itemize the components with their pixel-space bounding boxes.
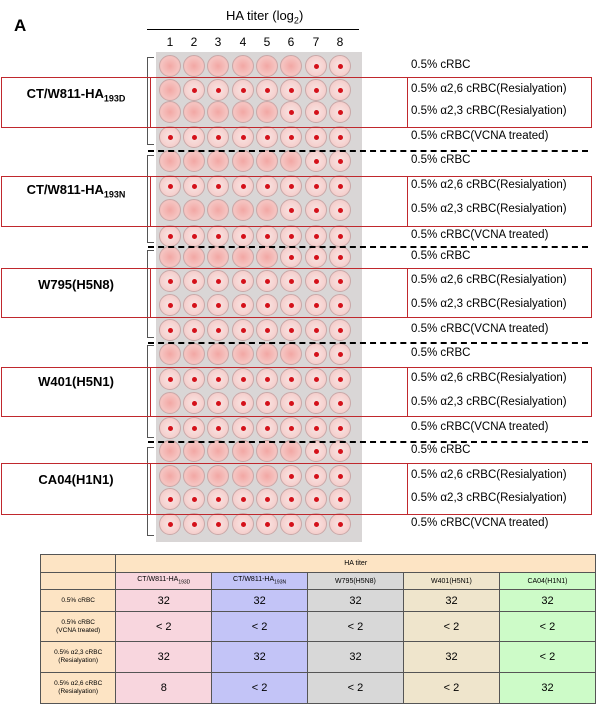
rbc-pellet: [265, 522, 270, 527]
group-separator: [148, 441, 588, 443]
row-label: 0.5% α2,3 cRBC(Resialyation): [411, 492, 567, 504]
virus-name: $CT/W811-HA_{193D}$: [26, 86, 126, 104]
row-label: 0.5% cRBC(VCNA treated): [411, 130, 549, 142]
table-cell: < 2: [212, 673, 308, 704]
well: [280, 225, 302, 247]
rbc-pellet: [338, 449, 343, 454]
rbc-pellet: [338, 159, 343, 164]
well: [280, 319, 302, 341]
rbc-pellet: [216, 135, 221, 140]
table-cell: 32: [307, 590, 403, 612]
row-label: 0.5% α2,6 cRBC(Resialyation): [411, 179, 567, 191]
well: [256, 126, 278, 148]
column-number: 6: [287, 35, 295, 49]
rbc-pellet: [314, 255, 319, 260]
well: [183, 150, 205, 172]
rbc-pellet: [241, 234, 246, 239]
well: [256, 319, 278, 341]
column-number: 7: [312, 35, 320, 49]
well: [329, 225, 351, 247]
well: [232, 225, 254, 247]
table-row-header: 0.5% cRBC: [41, 590, 116, 612]
column-number: 8: [336, 35, 344, 49]
well: [280, 150, 302, 172]
well: [305, 319, 327, 341]
well: [183, 440, 205, 462]
well: [329, 417, 351, 439]
well: [159, 55, 181, 77]
table-cell: < 2: [499, 642, 595, 673]
rbc-pellet: [289, 234, 294, 239]
well: [305, 440, 327, 462]
panel-letter: A: [14, 16, 27, 35]
well: [329, 55, 351, 77]
rbc-pellet: [241, 328, 246, 333]
group-box-divider: [150, 463, 408, 515]
well: [256, 55, 278, 77]
rbc-pellet: [338, 328, 343, 333]
well: [183, 126, 205, 148]
well: [256, 440, 278, 462]
well: [280, 343, 302, 365]
row-label: 0.5% cRBC: [411, 59, 471, 71]
well: [159, 150, 181, 172]
table-row-header: 0.5% α2,3 cRBC (Resialyation): [41, 642, 116, 673]
row-label: 0.5% α2,6 cRBC(Resialyation): [411, 83, 567, 95]
rbc-pellet: [314, 234, 319, 239]
row-label: 0.5% cRBC(VCNA treated): [411, 229, 549, 241]
well: [207, 513, 229, 535]
rbc-pellet: [265, 135, 270, 140]
rbc-pellet: [314, 328, 319, 333]
table-cell: 32: [116, 642, 212, 673]
rbc-pellet: [168, 135, 173, 140]
rbc-pellet: [216, 426, 221, 431]
row-label: 0.5% cRBC: [411, 250, 471, 262]
row-label: 0.5% α2,3 cRBC(Resialyation): [411, 105, 567, 117]
rbc-pellet: [338, 234, 343, 239]
well: [232, 150, 254, 172]
well: [159, 440, 181, 462]
well: [256, 417, 278, 439]
well: [256, 513, 278, 535]
rbc-pellet: [216, 328, 221, 333]
table-column-header: W401(H5N1): [403, 573, 499, 590]
table-group-header-row: [41, 555, 596, 573]
row-label: 0.5% α2,6 cRBC(Resialyation): [411, 469, 567, 481]
well: [183, 225, 205, 247]
virus-name: W401(H5N1): [38, 374, 114, 389]
well: [305, 513, 327, 535]
row-label: 0.5% cRBC(VCNA treated): [411, 421, 549, 433]
column-number: 2: [190, 35, 198, 49]
rbc-pellet: [241, 522, 246, 527]
table-cell: < 2: [307, 612, 403, 642]
well: [232, 319, 254, 341]
row-label: 0.5% cRBC: [411, 347, 471, 359]
rbc-pellet: [338, 522, 343, 527]
row-label: 0.5% α2,3 cRBC(Resialyation): [411, 298, 567, 310]
well: [159, 225, 181, 247]
rbc-pellet: [314, 352, 319, 357]
table-row: [41, 673, 596, 704]
well: [183, 246, 205, 268]
well: [183, 55, 205, 77]
table-cell: 32: [403, 590, 499, 612]
row-label: 0.5% cRBC: [411, 154, 471, 166]
table-column-header-row: [41, 573, 596, 590]
rbc-pellet: [265, 234, 270, 239]
rbc-pellet: [314, 159, 319, 164]
well: [329, 440, 351, 462]
table-column-header: $CT/W811-HA_{193D}$: [116, 573, 212, 590]
rbc-pellet: [192, 234, 197, 239]
table-corner-2: [41, 573, 116, 590]
group-separator: [148, 342, 588, 344]
titer-title: HA titer $(\log_2)$: [226, 8, 304, 26]
well: [159, 246, 181, 268]
well: [183, 343, 205, 365]
rbc-pellet: [338, 135, 343, 140]
rbc-pellet: [216, 522, 221, 527]
table-cell: 32: [212, 642, 308, 673]
table-cell: 32: [499, 590, 595, 612]
well: [232, 126, 254, 148]
well: [280, 126, 302, 148]
well: [232, 417, 254, 439]
rbc-pellet: [338, 255, 343, 260]
table-row: [41, 642, 596, 673]
well: [329, 319, 351, 341]
well: [207, 55, 229, 77]
group-box-divider: [150, 268, 408, 318]
well: [305, 55, 327, 77]
well: [207, 343, 229, 365]
well: [159, 126, 181, 148]
row-label: 0.5% α2,3 cRBC(Resialyation): [411, 396, 567, 408]
titer-summary-table: [40, 554, 596, 704]
well: [256, 343, 278, 365]
group-box-divider: [150, 77, 408, 128]
rbc-pellet: [192, 135, 197, 140]
rbc-pellet: [289, 522, 294, 527]
well: [159, 513, 181, 535]
row-label: 0.5% α2,6 cRBC(Resialyation): [411, 274, 567, 286]
table-corner: [41, 555, 116, 573]
rbc-pellet: [241, 135, 246, 140]
table-row-header: 0.5% α2,6 cRBC (Resialyation): [41, 673, 116, 704]
well: [256, 150, 278, 172]
row-label: 0.5% cRBC: [411, 444, 471, 456]
rbc-pellet: [338, 426, 343, 431]
well: [256, 225, 278, 247]
column-number: 5: [263, 35, 271, 49]
table-cell: 32: [212, 590, 308, 612]
well: [305, 343, 327, 365]
rbc-pellet: [265, 328, 270, 333]
well: [207, 417, 229, 439]
group-separator: [148, 150, 588, 152]
table-cell: 8: [116, 673, 212, 704]
table-cell: < 2: [116, 612, 212, 642]
rbc-pellet: [314, 426, 319, 431]
rbc-pellet: [289, 255, 294, 260]
table-cell: 32: [403, 642, 499, 673]
well: [305, 126, 327, 148]
well: [207, 319, 229, 341]
well: [256, 246, 278, 268]
rbc-pellet: [314, 64, 319, 69]
well: [232, 440, 254, 462]
rbc-pellet: [289, 426, 294, 431]
well: [280, 513, 302, 535]
well: [159, 417, 181, 439]
row-label: 0.5% α2,3 cRBC(Resialyation): [411, 203, 567, 215]
table-cell: < 2: [307, 673, 403, 704]
rbc-pellet: [168, 234, 173, 239]
rbc-pellet: [192, 328, 197, 333]
rbc-pellet: [338, 352, 343, 357]
well: [183, 417, 205, 439]
rbc-pellet: [314, 522, 319, 527]
well: [207, 225, 229, 247]
well: [183, 319, 205, 341]
table-cell: 32: [307, 642, 403, 673]
table-row-header: 0.5% cRBC (VCNA treated): [41, 612, 116, 642]
well: [329, 343, 351, 365]
well: [232, 55, 254, 77]
rbc-pellet: [241, 426, 246, 431]
table-row: [41, 612, 596, 642]
well: [280, 417, 302, 439]
well: [305, 246, 327, 268]
well: [329, 246, 351, 268]
rbc-pellet: [192, 426, 197, 431]
rbc-pellet: [265, 426, 270, 431]
well: [305, 417, 327, 439]
row-label: 0.5% cRBC(VCNA treated): [411, 323, 549, 335]
well: [329, 126, 351, 148]
table-group-header: HA titer: [116, 555, 596, 573]
table-column-header: CA04(H1N1): [499, 573, 595, 590]
group-separator: [148, 246, 588, 248]
table-column-header: $CT/W811-HA_{193N}$: [212, 573, 308, 590]
rbc-pellet: [289, 135, 294, 140]
rbc-pellet: [168, 522, 173, 527]
rbc-pellet: [338, 64, 343, 69]
well: [207, 126, 229, 148]
row-label: 0.5% cRBC(VCNA treated): [411, 517, 549, 529]
well: [232, 246, 254, 268]
well: [280, 246, 302, 268]
rbc-pellet: [192, 522, 197, 527]
table-cell: 32: [499, 673, 595, 704]
table-column-header: W795(H5N8): [307, 573, 403, 590]
row-label: 0.5% α2,6 cRBC(Resialyation): [411, 372, 567, 384]
column-number: 3: [214, 35, 222, 49]
virus-name: W795(H5N8): [38, 277, 114, 292]
rbc-pellet: [314, 449, 319, 454]
virus-name: CA04(H1N1): [38, 472, 114, 487]
table-cell: < 2: [499, 612, 595, 642]
well: [280, 55, 302, 77]
group-box-divider: [150, 367, 408, 417]
well: [183, 513, 205, 535]
rbc-pellet: [216, 234, 221, 239]
well: [159, 343, 181, 365]
table-cell: < 2: [403, 612, 499, 642]
rbc-pellet: [168, 328, 173, 333]
virus-name: $CT/W811-HA_{193N}$: [26, 182, 126, 200]
column-number: 1: [166, 35, 174, 49]
rbc-pellet: [168, 426, 173, 431]
well: [207, 246, 229, 268]
well: [329, 513, 351, 535]
well: [159, 319, 181, 341]
well: [305, 150, 327, 172]
well: [305, 225, 327, 247]
group-box-divider: [150, 176, 408, 227]
table-cell: 32: [116, 590, 212, 612]
table-cell: < 2: [212, 612, 308, 642]
rbc-pellet: [289, 328, 294, 333]
column-number: 4: [239, 35, 247, 49]
well: [329, 150, 351, 172]
well: [232, 513, 254, 535]
table-cell: < 2: [403, 673, 499, 704]
well: [232, 343, 254, 365]
table-row: [41, 590, 596, 612]
rbc-pellet: [314, 135, 319, 140]
well: [207, 440, 229, 462]
well: [207, 150, 229, 172]
well: [280, 440, 302, 462]
title-rule: [147, 29, 359, 30]
